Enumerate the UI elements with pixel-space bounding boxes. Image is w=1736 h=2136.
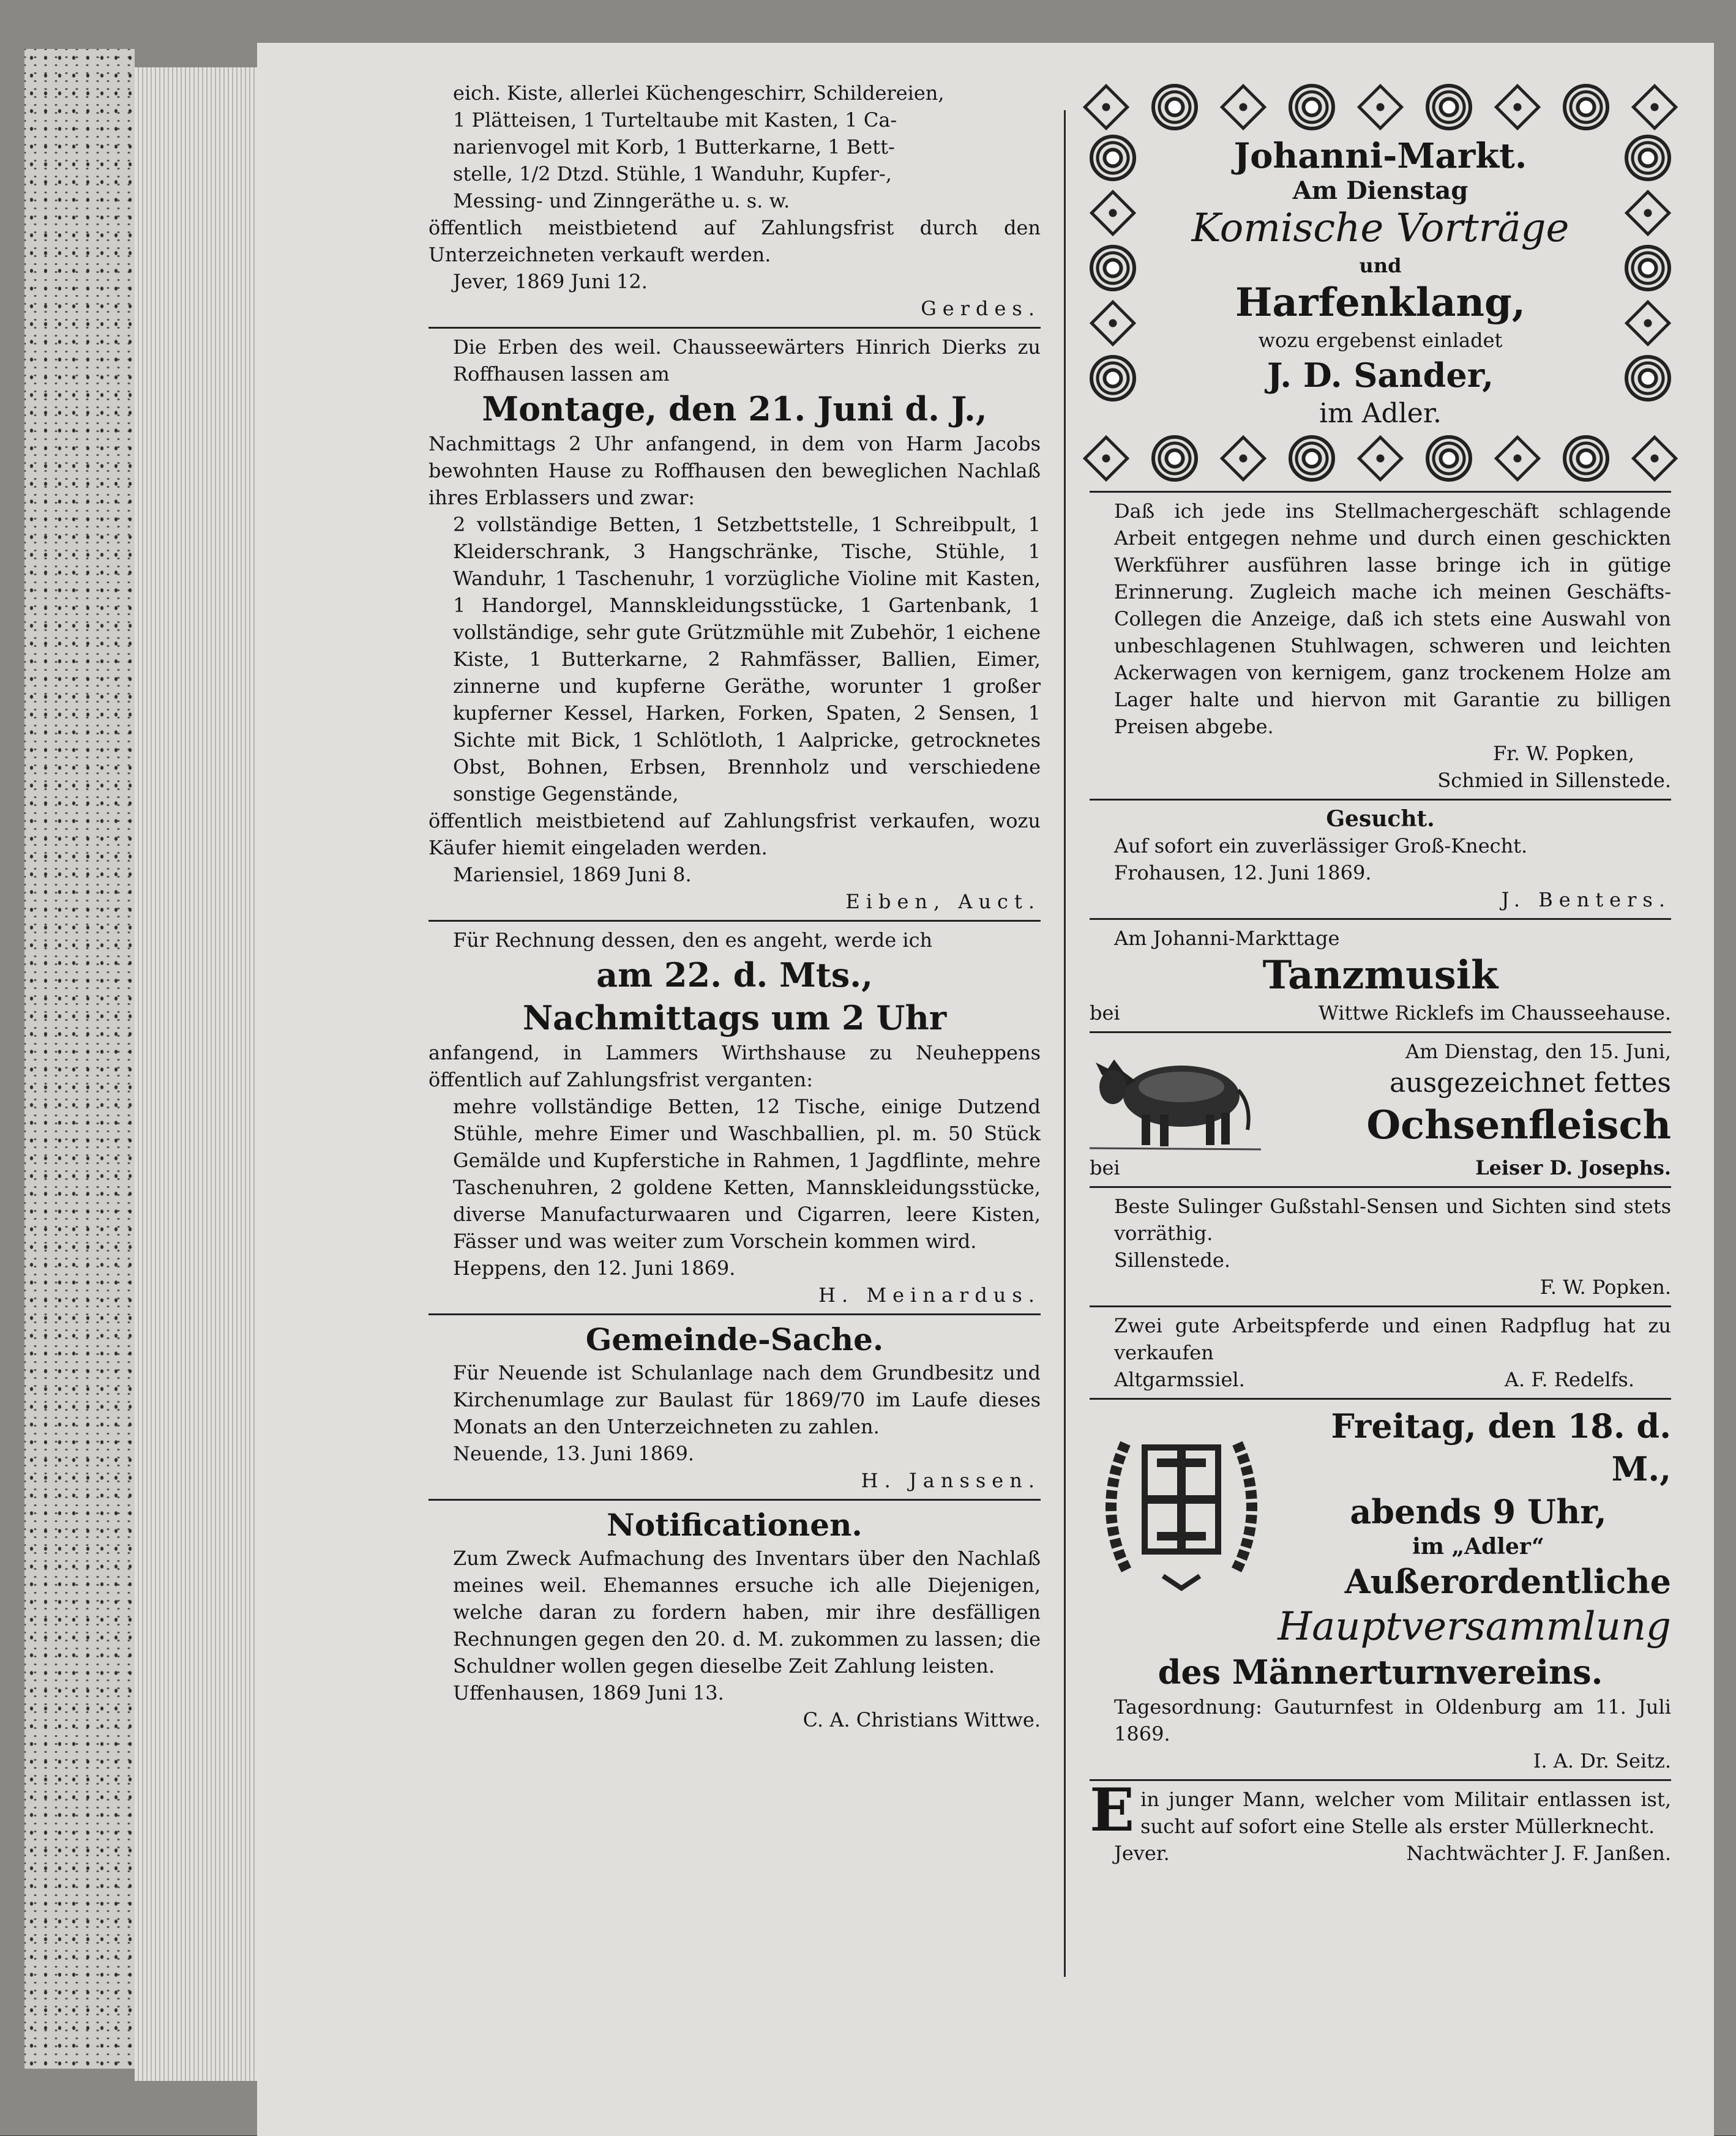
ad-text: Auf sofort ein zuverlässiger Groß-Knecht.: [1114, 834, 1528, 857]
ad-line: Wittwe Ricklefs im Chausseehause.: [1318, 1001, 1671, 1025]
ad-text: Daß ich jede ins Stellmachergeschäft schlagende Arbeit entgegen nehme und durch einen geschickten Werkführer ausführen lasse bringe ich in gütige Erinnerung. Zugleich mache ich meinen Geschäfts-Collegen die Anzeige, daß ich stets eine Auswahl von unbeschlagenen Stuhlwagen, schweren und leichten Ackerwagen von kernigem, ganz trockenem Holze am Lager halte und hiervon mit Garantie zu billigen Preisen abgebe.: [1114, 499, 1671, 738]
ornament-icon: [1631, 84, 1678, 130]
ad-line: Am Dienstag: [1292, 176, 1468, 205]
ad-place: Sillenstede.: [1114, 1249, 1230, 1272]
ox-illustration-icon: [1090, 1038, 1261, 1154]
ornament-icon: [1220, 84, 1266, 130]
ornament-icon: [1357, 435, 1404, 482]
ad-headline: Ochsenfleisch: [1366, 1102, 1671, 1148]
ad-text: öffentlich meistbietend auf Zahlungsfrist durch den Unterzeichneten verkauft werden.: [428, 216, 1041, 266]
ornament-icon: [1090, 300, 1136, 346]
ad-line: und: [1359, 254, 1402, 277]
ornament-border-left: [1090, 135, 1136, 401]
ad-line: im „Adler“: [1412, 1534, 1544, 1559]
ornament-icon: [1220, 435, 1266, 482]
ornament-border-right: [1625, 135, 1671, 401]
ad-place: Jever.: [1114, 1842, 1170, 1865]
rule: [1090, 1186, 1671, 1188]
ornament-icon: [1631, 435, 1678, 482]
ad-text: Tagesordnung: Gauturnfest in Oldenburg am 11. Juli 1869.: [1114, 1695, 1671, 1746]
ad-arbeitspferde: [1090, 1312, 1671, 1393]
ad-text: in junger Mann, welcher vom Militair entlassen ist, sucht auf sofort eine Stelle als erster Müllerknecht.: [1140, 1788, 1671, 1838]
ad-signature: Schmied in Sillenstede.: [1437, 769, 1671, 792]
ornament-icon: [1625, 135, 1671, 181]
ornament-icon: [1494, 84, 1541, 130]
ad-headline: Montage, den 21. Juni d. J.,: [482, 389, 987, 428]
ad-place: Altgarmssiel.: [1114, 1368, 1245, 1391]
ad-stellmacher: [1090, 498, 1671, 794]
ad-turnverein: [1090, 1405, 1671, 1774]
ad-signature: Leiser D. Josephs.: [1475, 1156, 1671, 1179]
ad-intro: Für Rechnung dessen, den es angeht, werde ich: [453, 928, 933, 952]
marbled-cover: [24, 49, 135, 2069]
ornament-icon: [1625, 190, 1671, 236]
ornament-icon: [1357, 84, 1404, 130]
ad-signature: H. Meinardus.: [818, 1283, 1041, 1307]
ad-signature: J. Benters.: [1501, 888, 1671, 911]
ad-auction-roffhausen: [428, 334, 1041, 915]
ad-headline: abends 9 Uhr,: [1350, 1492, 1607, 1531]
ornament-frame: [1090, 135, 1671, 431]
rule: [1090, 799, 1671, 801]
column-divider: [1064, 110, 1066, 1977]
ornament-icon: [1494, 435, 1541, 482]
ornament-icon: [1090, 190, 1136, 236]
item-line: eich. Kiste, allerlei Küchengeschirr, Schildereien,: [453, 81, 945, 105]
ornament-icon: [1289, 435, 1335, 482]
ornament-icon: [1625, 355, 1671, 401]
ad-text: Nachmittags 2 Uhr anfangend, in dem von Harm Jacobs bewohnten Hause zu Roffhausen den beweglichen Nachlaß ihres Erblassers und zwar:: [428, 432, 1041, 509]
drop-cap: E: [1090, 1776, 1135, 1845]
ornament-icon: [1563, 435, 1609, 482]
ad-text: Für Neuende ist Schulanlage nach dem Grundbesitz und Kirchenumlage zur Baulast für 1869/70 im Laufe dieses Monats an den Unterzeichneten zu zahlen.: [453, 1361, 1041, 1438]
rule: [1090, 1305, 1671, 1307]
item-line: 1 Plätteisen, 1 Turteltaube mit Kasten, 1 Ca-: [453, 108, 897, 132]
ornament-icon: [1625, 245, 1671, 291]
rule: [1090, 1398, 1671, 1400]
item-line: narienvogel mit Korb, 1 Butterkarne, 1 Bett-: [453, 135, 895, 159]
ornament-icon: [1090, 135, 1136, 181]
ad-headline: Nachmittags um 2 Uhr: [522, 998, 947, 1037]
ad-headline: Komische Vorträge: [1191, 206, 1570, 251]
rule: [428, 327, 1041, 329]
ad-line: Am Dienstag, den 15. Juni,: [1405, 1040, 1671, 1063]
ornament-border-bottom: [1090, 431, 1671, 486]
ornament-icon: [1625, 300, 1671, 346]
ad-auction-neuheppens: [428, 927, 1041, 1309]
ornament-icon: [1090, 245, 1136, 291]
ad-headline: Freitag, den 18. d. M.,: [1331, 1406, 1671, 1488]
ad-text: Zwei gute Arbeitspferde und einen Radpflug hat zu verkaufen: [1114, 1314, 1671, 1364]
ad-items: mehre vollständige Betten, 12 Tische, einige Dutzend Stühle, mehre Eimer und Waschballien, pl. m. 50 Stück Gemälde und Kupferstiche in Rahmen, 1 Jagdflinte, mehre Taschenuhren, 2 goldene Ketten, Mannskleidungsstücke, diverse Manufacturwaaren und Cigarren, leere Kisten, Fässer und was weiter zum Vorschein kommen wird.: [453, 1095, 1041, 1253]
ad-sensen: [1090, 1193, 1671, 1301]
ad-date: Uffenhausen, 1869 Juni 13.: [453, 1681, 724, 1705]
ad-gesucht: [1090, 805, 1671, 913]
ad-johanni-markt: [1090, 80, 1671, 486]
ad-name: J. D. Sander,: [1266, 356, 1494, 395]
ornament-icon: [1083, 84, 1129, 130]
ad-signature: Nachtwächter J. F. Janßen.: [1406, 1842, 1671, 1865]
rule: [1090, 491, 1671, 493]
ornament-icon: [1563, 84, 1609, 130]
ornament-icon: [1083, 435, 1129, 482]
ad-date: Jever, 1869 Juni 12.: [453, 270, 648, 293]
ad-items: 2 vollständige Betten, 1 Setzbettstelle, 1 Schreibpult, 1 Kleiderschrank, 3 Hangschränke, Tische, Stühle, 1 Wanduhr, 1 Taschenuhr, 1 vorzügliche Violine mit Kasten, 1 Handorgel, Mannskleidungsstücke, 1 Gartenbank, 1 vollständige, sehr gute Grützmühle mit Zubehör, 1 eichene Kiste, 1 Butterkarne, 2 Rahmfässer, Ballien, Eimer, zinnerne und kupferne Geräthe, worunter 1 großer kupferner Kessel, Harken, Forken, Spaten, 2 Sensen, 1 Sichte mit Bick, 1 Schlötloth, 1 Aalpricke, getrocknetes Obst, Bohnen, Erbsen, Brennholz und verschiedene sonstige Gegenstände,: [453, 513, 1041, 805]
ad-tanzmusik: [1090, 925, 1671, 1026]
item-line: stelle, 1/2 Dtzd. Stühle, 1 Wanduhr, Kupfer-,: [453, 162, 892, 185]
ad-headline: des Männerturnvereins.: [1158, 1652, 1603, 1692]
ad-signature: I. A. Dr. Seitz.: [1533, 1749, 1671, 1772]
ad-signature: H. Janssen.: [861, 1469, 1041, 1492]
turner-cross-wreath-icon: [1090, 1405, 1273, 1594]
ad-ochsenfleisch: [1090, 1038, 1671, 1181]
ad-muellerknecht: [1090, 1776, 1671, 1867]
rule: [428, 1499, 1041, 1501]
ornament-border-top: [1090, 80, 1671, 135]
ad-line: bei: [1090, 1001, 1120, 1025]
ad-gemeinde-sache: [428, 1320, 1041, 1494]
rule: [428, 920, 1041, 922]
ornament-icon: [1151, 84, 1198, 130]
ad-text: anfangend, in Lammers Wirthshause zu Neuheppens öffentlich auf Zahlungsfrist verganten:: [428, 1041, 1041, 1091]
ad-headline: Hauptversammlung: [1278, 1604, 1671, 1649]
ad-headline: Außerordentliche: [1344, 1562, 1671, 1601]
ad-signature: F. W. Popken.: [1540, 1275, 1671, 1299]
ad-line: im Adler.: [1319, 398, 1442, 429]
ad-auction-jever: [428, 80, 1041, 322]
ornament-icon: [1289, 84, 1335, 130]
ornament-icon: [1426, 435, 1472, 482]
ad-text: Zum Zweck Aufmachung des Inventars über den Nachlaß meines weil. Ehemannes ersuche ich alle Diejenigen, welche daran zu fordern haben, mir ihre desfälligen Rechnungen gegen den 20. d. M. zukommen zu lassen; die Schuldner wollen gegen dieselbe Zeit Zahlung leisten.: [453, 1547, 1041, 1678]
ad-headline: Harfenklang,: [1235, 280, 1526, 326]
right-column: [1090, 80, 1671, 1867]
ad-text: öffentlich meistbietend auf Zahlungsfrist verkaufen, wozu Käufer hiemit eingeladen werden.: [428, 809, 1041, 859]
ad-signature: A. F. Redelfs.: [1504, 1368, 1634, 1391]
rule: [1090, 918, 1671, 920]
rule: [1090, 1779, 1671, 1781]
ad-headline: Johanni-Markt.: [1233, 136, 1527, 176]
ad-signature: Eiben, Auct.: [845, 890, 1041, 913]
ornament-icon: [1090, 355, 1136, 401]
ad-signature: Fr. W. Popken,: [1492, 742, 1634, 765]
ad-heading: Gesucht.: [1326, 806, 1435, 832]
rule: [428, 1313, 1041, 1315]
ad-signature: Gerdes.: [921, 297, 1041, 320]
ad-intro: Die Erben des weil. Chausseewärters Hinrich Dierks zu Roffhausen lassen am: [453, 335, 1041, 386]
ad-text: Beste Sulinger Gußstahl-Sensen und Sichten sind stets vorräthig.: [1114, 1195, 1671, 1245]
ad-date: Neuende, 13. Juni 1869.: [453, 1442, 694, 1465]
item-line: Messing- und Zinngeräthe u. s. w.: [453, 189, 790, 212]
ad-headline: am 22. d. Mts.,: [596, 955, 873, 995]
ad-line: ausgezeichnet fettes: [1390, 1067, 1671, 1099]
ad-heading: Gemeinde-Sache.: [585, 1321, 884, 1357]
ornament-icon: [1426, 84, 1472, 130]
ad-date: Mariensiel, 1869 Juni 8.: [453, 863, 692, 886]
ad-notificationen: [428, 1506, 1041, 1733]
left-column: [428, 80, 1041, 1733]
ad-line: wozu ergebenst einladet: [1258, 329, 1503, 352]
ornament-icon: [1151, 435, 1198, 482]
ad-line: Am Johanni-Markttage: [1114, 927, 1340, 950]
rule: [1090, 1031, 1671, 1033]
ad-heading: Notificationen.: [607, 1507, 862, 1543]
ad-date: Frohausen, 12. Juni 1869.: [1114, 861, 1372, 884]
ad-line: bei: [1090, 1156, 1120, 1179]
ad-date: Heppens, den 12. Juni 1869.: [453, 1257, 736, 1280]
ad-headline: Tanzmusik: [1262, 952, 1498, 998]
ad-signature: C. A. Christians Wittwe.: [803, 1708, 1041, 1731]
